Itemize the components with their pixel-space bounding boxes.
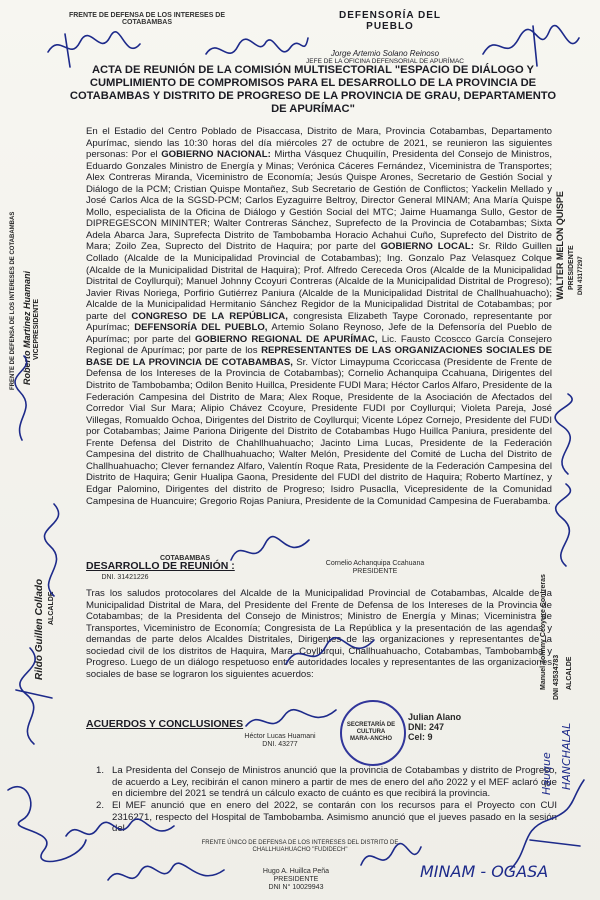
left-stamp-name: Roberto Martinez Huamani bbox=[22, 270, 32, 385]
acuerdo-2-text: El MEF anunció que en enero del 2022, se contarán con los recursos para el Proyecto con CUI 2316271, respecto del Hospital de Tambobamba. Asimismo anunció que el jueves pasado en la sesión del bbox=[112, 800, 557, 835]
mid-stamp-1-role: PRESIDENTE bbox=[352, 568, 398, 575]
right-stamp-dni-1: DNI 43177297 bbox=[578, 256, 584, 295]
representantes-label: REPRESENTANTES DE LAS ORGANIZACIONES SOCIALES DE BASE DE LA PROVINCIA DE COTABAMBAS, bbox=[86, 345, 552, 368]
signature-right-2 bbox=[540, 480, 595, 570]
handwritten-minam: MINAM - OGASA bbox=[420, 862, 549, 881]
right-stamp-role-1: PRESIDENTE bbox=[568, 245, 575, 290]
acuerdo-1-text: La Presidenta del Consejo de Ministros anunció que la provincia de Cotabambas y distrito de Progreso, de acuerdo a Ley, recibirán el canon minero a partir de mes de enero del año 2022 y el MEF aclaró que en diciembre del 2021 se tendrá un cálculo exacto de cuánto es que recibirá la provincia. bbox=[112, 765, 557, 800]
signature-left-1 bbox=[2, 350, 52, 450]
signature-top-3 bbox=[475, 20, 585, 70]
mid-stamp-1-name: Cornelio Achanquipa Ccahuana bbox=[325, 560, 425, 567]
right-stamp-name-2: Manuel Johnny Ccoyure Contreras bbox=[540, 574, 547, 690]
hugo-name: Hugo A. Huillca Peña bbox=[262, 868, 330, 875]
gobierno-regional-label: GOBIERNO REGIONAL DE APURÍMAC, bbox=[194, 333, 378, 345]
julian-name: Julian Alano bbox=[408, 712, 462, 722]
right-stamp-role-2: ALCALDE bbox=[566, 656, 573, 690]
desarrollo-paragraph: Tras los saludos protocolares del Alcalde de la Municipalidad Provincial de Cotabambas, Alcalde de la Municipalidad Distrital de Mara, del Presidente del Frente de Defensa de los Intereses de la Provincia de Cotabambas; de la Presidenta del Consejo de Ministros; Ministro de Energía y Minas; Viceministra de Transportes, Viceministro de Economía; Congresista de La República y la presentación de las agendas y demandas de parte delos Alcaldes Distritales, Dirigentes de las organizaciones y representantes de la sociedad civil de los distritos de Haquira, Mara, Coyllurqui, Challhuahuacho, Cotabambas, Tambobamba y Progreso. Luego de un diálogo respetuoso entre autoridades locales y representantes de las organizaciones sociales de base se lograron los siguientes acuerdos: bbox=[86, 588, 552, 680]
intro-lead: En el Estadio del Centro Poblado de Pisaccasa, Distrito de Mara, Provincia Cotabambas, Departamento Apurímac, siendo las 10:30 horas del día miércoles 27 de octubre de 2021, se reunieron las siguientes personas: Por el bbox=[86, 126, 552, 161]
handwritten-hauque: Hauque bbox=[540, 752, 553, 795]
defensoria-label: DEFENSORÍA DEL PUEBLO, bbox=[134, 322, 268, 334]
julian-cel: Cel: 9 bbox=[408, 732, 433, 742]
signature-bottom-2 bbox=[100, 856, 230, 896]
acuerdo-2-number: 2. bbox=[96, 800, 105, 811]
left-stamp-role: VICEPRESIDENTE bbox=[33, 298, 40, 360]
congreso-label: CONGRESO DE LA REPÚBLICA, bbox=[131, 310, 288, 322]
julian-stamp bbox=[408, 712, 488, 742]
handwritten-hanchalal: HANCHALAL bbox=[560, 722, 573, 790]
signature-bottom-1 bbox=[60, 810, 180, 850]
frente-defensa-stamp: FRENTE DE DEFENSA DE LOS INTERESES DE COTABAMBAS bbox=[68, 12, 226, 26]
defensoria-stamp: DEFENSORÍA DEL PUEBLO bbox=[339, 10, 441, 32]
julian-dni: DNI: 247 bbox=[408, 722, 445, 732]
cotabambas-stamp: COTABAMBAS bbox=[159, 555, 211, 562]
cultura-seal-text bbox=[338, 722, 404, 743]
right-stamp-name-1: WALTER MELON QUISPE bbox=[555, 191, 565, 300]
hugo-stamp bbox=[236, 868, 356, 892]
signature-bottom-3 bbox=[355, 835, 425, 880]
signature-mid-1 bbox=[225, 530, 315, 570]
signature-left-4 bbox=[30, 500, 80, 600]
gobierno-local-text: Sr. Rildo Guillen Collado (Alcalde de la Municipalidad Provincial de Cotabambas); Ing. Gonzalo Paz Velasquez Colque (Alcalde de la Municipalidad Distrital de Haquira); Prof. Alfredo Cereceda Oros (Alcalde de la Municipalidad Distrital de Coyllurqui); Manuel Johnny Ccoyuri Contreras (Alcalde de la Municipalidad Distrital de Progreso); Javier Rivas Noriega, Porfirio Gutiérrez Paniura (Alcalde de la Municipalidad Distrital de Challhuahuacho); Alcalde de la Municipalidad Hermitanio Sánchez Regidor de la Municipalidad Distrital de Cotabambas; por parte del bbox=[86, 241, 552, 322]
hugo-dni: DNI N° 10029943 bbox=[268, 884, 324, 891]
alcalde-stamp-role: ALCALDE bbox=[48, 591, 55, 625]
mid-stamp-1 bbox=[310, 560, 440, 576]
hugo-role: PRESIDENTE bbox=[273, 876, 319, 883]
signature-right-1 bbox=[540, 390, 595, 480]
acuerdos-heading: ACUERDOS Y CONCLUSIONES bbox=[86, 718, 244, 730]
signature-mid-3 bbox=[240, 700, 340, 740]
dni-stamp-1: DNI. 31421226 bbox=[101, 574, 149, 581]
signature-mid-2 bbox=[280, 628, 380, 678]
gobierno-nacional-label: GOBIERNO NACIONAL: bbox=[161, 149, 271, 161]
fudidech-stamp: FRENTE ÚNICO DE DEFENSA DE LOS INTERESES DEL DISTRITO DE CHALLHUAHUACHO "FUDIDECH" bbox=[201, 840, 399, 853]
mid-stamp-2-dni: DNI. 43277 bbox=[262, 741, 298, 748]
representative-role: JEFE DE LA OFICINA DEFENSORIAL DE APURÍMAC bbox=[306, 58, 464, 65]
cultura-line-2: MARA-ANCHO bbox=[350, 736, 392, 742]
cultura-line-1: SECRETARÍA DE CULTURA bbox=[346, 722, 396, 735]
representantes-text: Sr. Víctor Limaypuma Ccoriccasa (Presidente de Frente de Defensa de los Intereses de la Provincia de Cotabambas); Cornelio Achanquipa Ccahuana, Dirigentes del Distrito de Tambobamba; Odilon Benito Huillca, Presidente FUDI Mara; Héctor Carlos Alfaro, Presidente de la Federación Campesina del Distrito de Mara; Alex Roque, Presidente de la Asociación de Afectados del Corredor Vial Sur Mara; Alipio Chávez Ccoyure, Presidente FUDI por Coyllurqui; Violeta Pareja, José Villegas, Romualdo Ochoa, Dirigentes del Distrito de Coyllurqui; Vicente López Cornejo, Presidente del FUDI por Cotabambas; Jaime Pariona Dirigente del Distrito de Cotabambas Hugo Huillca Paniura, presidente del Frente Defensa del Distrito de Chahllhuahuacho; Jacinto Lima Lucas, Presidente de la Federación Campesina del distrito de Challhuahuacho; Walter Melón, Presidente del Comité de Lucha del Distrito de Challhuahuacho; Clever fernandez Alfaro, Valentín Roque Rata, Presidente de la Federación Campesina del Distrito de Haquira; Genir Hualipa Gaona, Presidente del FUDI del distrito de Haquira; Roberto Martínez, y Edgar Palomino, Dirigentes del distrito de Progreso; Isidro Pusaclla, Vicepresidente de la Comunidad Campesina de Huancuire; Gregorio Rojas Paniura, Presidente de la Comunidad Campesina de Fuerabamba. bbox=[86, 356, 552, 507]
left-stamp-frente: FRENTE DE DEFENSA DE LOS INTERESES DE COTABAMBAS bbox=[10, 211, 16, 390]
representative-name: Jorge Artemio Solano Reinoso bbox=[330, 49, 440, 58]
gobierno-nacional-text: Mirtha Vásquez Chuquilín, Presidenta del Consejo de Ministros, Eduardo Gonzales Ministro de Energía y Minas; Verónica Cáceres Fernández, Viceministra de Transportes; Alex Contreras Miranda, Viceministro de Economía; Jesús Quispe Arones, Secretario de Gestión Social y Diálogo de la PCM; Cristian Quispe Montañez, Sub Secretario de Gestión de Conflictos; Yackelin Mellado y José Carlos Alca de la SGSD-PCM; Carlos Eyzaguirre Beltroy, Director General MINAM; Ana María Quispe Mollo, especialista de la Oficina de Diálogo y Gestión Social del MTC; Jaime Huamanga Sullo, Gestor de DIPREGESCON MININTER; Walter Contreras Sánchez, Suprefecto de la Provincia de Cotabambas; Sixta Adela Abarca Jara, Suprefecta Distrito de Tambobamba Horacio Achahui Cuño, Suprefecto del Distrito de Mara; Zoilo Zea, Suprecto del Distrito de Haquira; por parte del bbox=[86, 149, 552, 253]
defensoria-text: Artemio Solano Reynoso, Jefe de la Defensoría del Pueblo de Apurímac; por parte del bbox=[86, 322, 552, 345]
mid-stamp-2-name: Héctor Lucas Huamani bbox=[244, 733, 316, 740]
acuerdo-1-number: 1. bbox=[96, 765, 105, 776]
congreso-text: congresista Elizabeth Taype Coronado, representante por Apurímac; bbox=[86, 310, 552, 334]
document-title: ACTA DE REUNIÓN DE LA COMISIÓN MULTISECTORIAL "ESPACIO DE DIÁLOGO Y CUMPLIMIENTO DE COMPROMISOS PARA EL DESARROLLO DE LA PROVINCIA DE COTABAMBAS Y DISTRITO DE PROGRESO DE LA PROVINCIA DE GRAU, DEPARTAMENTO DE APURÍMAC" bbox=[69, 64, 557, 115]
signature-right-3 bbox=[500, 770, 590, 880]
gobierno-regional-text: Lic. Fausto Ccoscco García Consejero Regional de Apurímac; por parte de los bbox=[86, 333, 552, 357]
alcalde-stamp-name: Rildo Guillen Collado bbox=[34, 578, 45, 680]
desarrollo-heading: DESARROLLO DE REUNIÓN : bbox=[86, 560, 235, 572]
right-stamp-dni-2: DNI 43534783 bbox=[553, 654, 560, 700]
signature-left-2 bbox=[4, 640, 64, 750]
attendees-paragraph bbox=[86, 126, 552, 507]
gobierno-local-label: GOBIERNO LOCAL: bbox=[380, 241, 474, 253]
